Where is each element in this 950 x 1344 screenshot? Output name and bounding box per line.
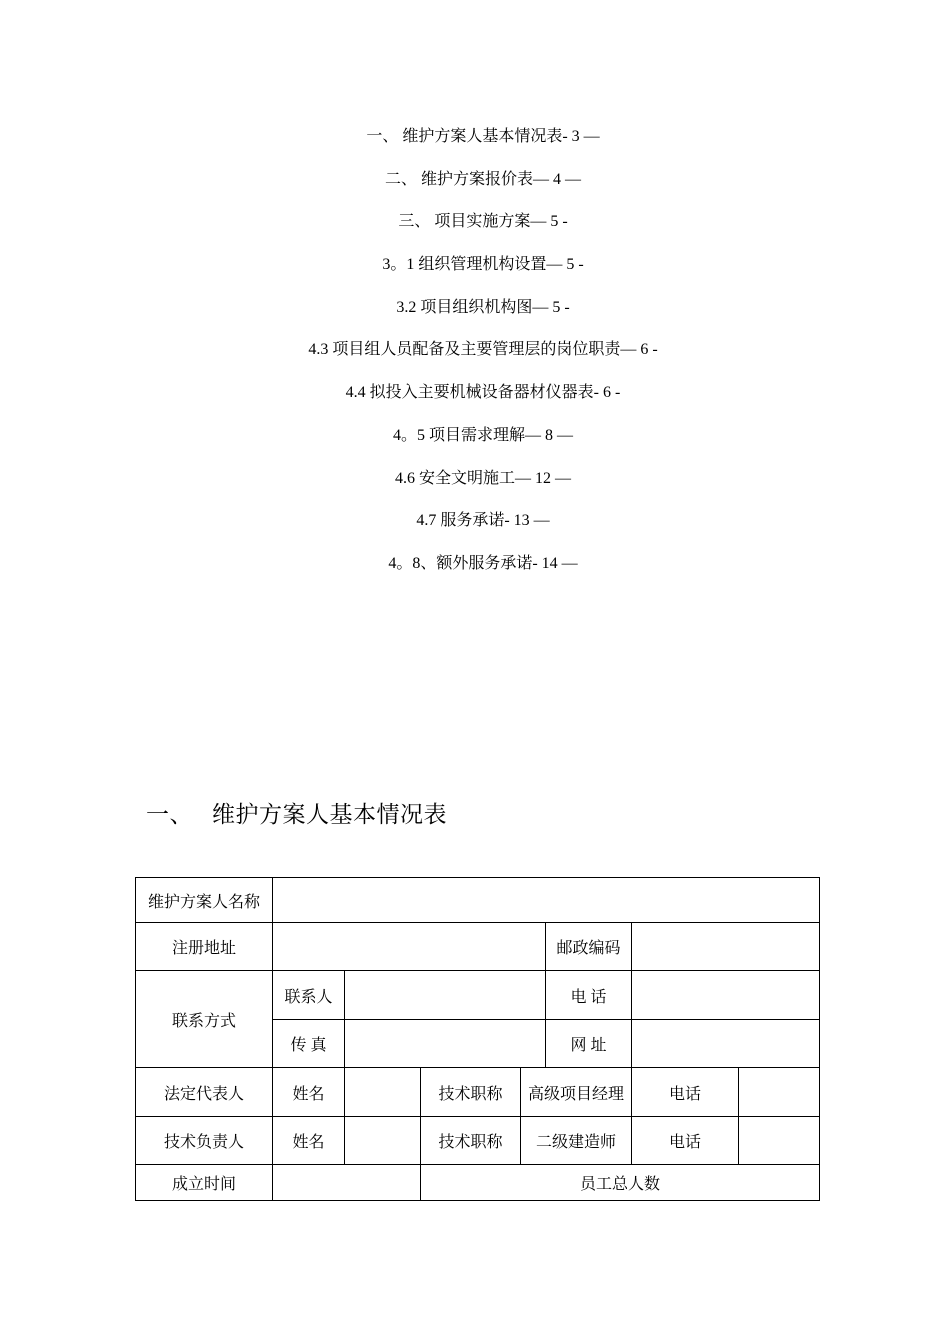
tech-lead-label: 技术负责人: [136, 1117, 273, 1165]
address-label: 注册地址: [136, 923, 273, 971]
section-title-text: 维护方案人基本情况表: [212, 802, 447, 828]
legal-rep-name-label: 姓名: [273, 1068, 345, 1117]
toc-entry[interactable]: 3。1 组织管理机构设置— 5 -: [382, 256, 584, 274]
name-label: 维护方案人名称: [136, 878, 273, 923]
section-heading: [146, 796, 447, 829]
website-label: 网 址: [546, 1020, 632, 1068]
legal-rep-tech-title-label: 技术职称: [421, 1068, 521, 1117]
toc-entry[interactable]: 4。5 项目需求理解— 8 —: [392, 426, 573, 444]
phone-label: 电 话: [546, 971, 632, 1020]
toc-entry[interactable]: 4.7 服务承诺- 13 —: [416, 512, 550, 530]
postcode-label: 邮政编码: [546, 923, 632, 971]
fax-label: 传 真: [273, 1020, 345, 1068]
staff-label: 员工总人数: [421, 1165, 820, 1201]
table-row: [136, 971, 820, 1020]
founded-value-cell[interactable]: [273, 1165, 421, 1201]
table-row: [136, 1117, 820, 1165]
tech-lead-tel-cell[interactable]: [739, 1117, 820, 1165]
table-of-contents: [0, 124, 950, 594]
toc-entry[interactable]: 4.6 安全文明施工— 12 —: [394, 469, 571, 487]
contact-person-value-cell[interactable]: [345, 971, 546, 1020]
toc-entry[interactable]: 三、 项目实施方案— 5 -: [398, 213, 568, 231]
legal-rep-name-cell[interactable]: [345, 1068, 421, 1117]
toc-entry[interactable]: 一、 维护方案人基本情况表- 3 —: [366, 128, 600, 145]
fax-value-cell[interactable]: [345, 1020, 546, 1068]
name-value-cell[interactable]: [273, 878, 820, 923]
postcode-value-cell[interactable]: [632, 923, 820, 971]
table-row: [136, 1068, 820, 1117]
basic-info-table: [135, 877, 820, 1201]
section-number: 一、: [146, 802, 193, 828]
tech-lead-tel-label: 电话: [632, 1117, 739, 1165]
website-value-cell[interactable]: [632, 1020, 820, 1068]
phone-value-cell[interactable]: [632, 971, 820, 1020]
address-value-cell[interactable]: [273, 923, 546, 971]
toc-entry[interactable]: 二、 维护方案报价表— 4 —: [384, 170, 581, 188]
tech-lead-name-label: 姓名: [273, 1117, 345, 1165]
contact-person-label: 联系人: [273, 971, 345, 1020]
legal-rep-tel-label: 电话: [632, 1068, 739, 1117]
table-row: [136, 1165, 820, 1201]
tech-lead-name-cell[interactable]: [345, 1117, 421, 1165]
toc-entry[interactable]: 4.3 项目组人员配备及主要管理层的岗位职责— 6 -: [308, 341, 658, 359]
legal-rep-tech-title-value: 高级项目经理: [521, 1068, 632, 1117]
legal-rep-label: 法定代表人: [136, 1068, 273, 1117]
table-row: [136, 878, 820, 923]
toc-entry[interactable]: 3.2 项目组织机构图— 5 -: [396, 298, 570, 316]
founded-label: 成立时间: [136, 1165, 273, 1201]
contact-method-label: 联系方式: [136, 971, 273, 1068]
legal-rep-tel-cell[interactable]: [739, 1068, 820, 1117]
toc-entry[interactable]: 4。8、额外服务承诺- 14 —: [388, 554, 578, 572]
table-row: [136, 923, 820, 971]
tech-lead-tech-title-label: 技术职称: [421, 1117, 521, 1165]
tech-lead-tech-title-value: 二级建造师: [521, 1117, 632, 1165]
toc-entry[interactable]: 4.4 拟投入主要机械设备器材仪器表- 6 -: [345, 384, 621, 402]
